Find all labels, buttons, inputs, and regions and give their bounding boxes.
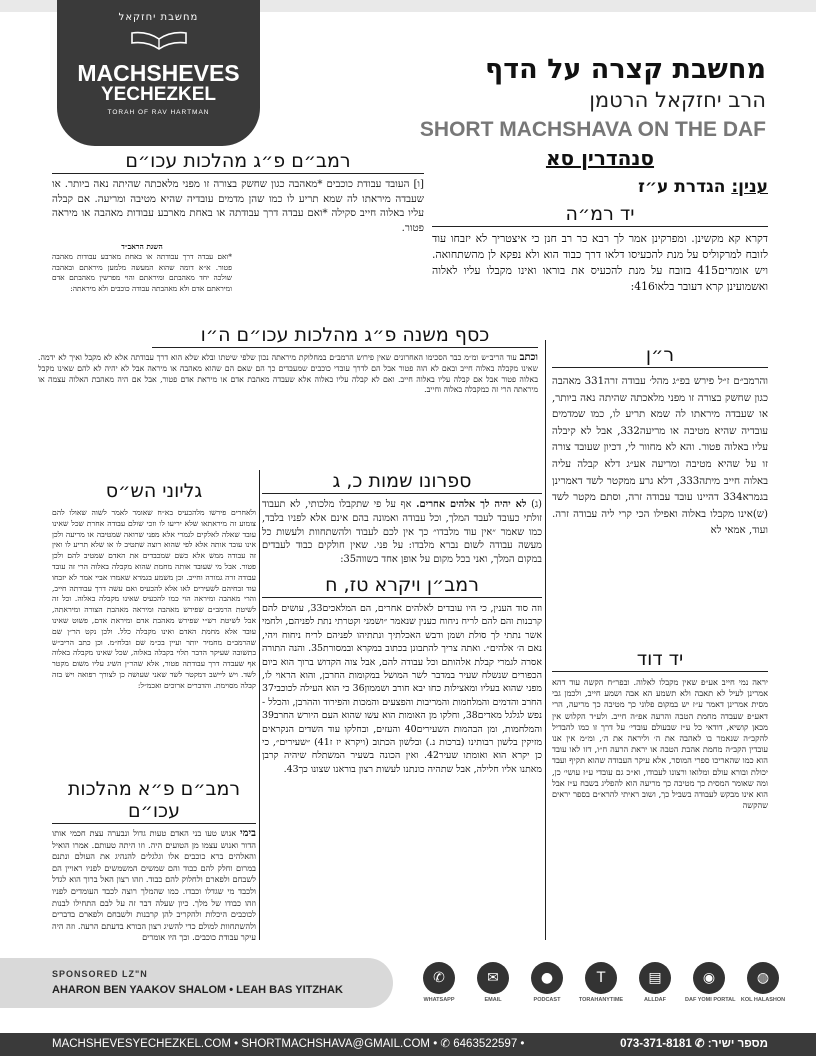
daf-block [432,146,768,295]
inyan-value: הגדרת ע״ז [638,177,726,197]
whatsapp-icon: ✆ [423,962,455,994]
podcast-icon: ● [531,962,563,994]
column-divider-left [259,470,260,940]
raavad-text: *ואם עבדה דרך עבודתה או באחת מארבע עבודות מאהבה פטור. א״א דומה שהוא המעשה מלמען מיראתם ובאהבה שולכה יחד מאהבתם ומיראתם והוי מפרשין מאהבתם אדם ומיראתם אדם ולא מאהבתה עבודה כוכבים ולא מיראתה: [52,252,232,293]
inyan-label: ענין: [731,177,768,197]
sforno-heading: ספרונו שמות כ, ג [262,470,542,494]
kolhalashon-icon: ◍ [747,962,779,994]
icon-label: DAF YOMI PORTAL [685,997,736,1003]
alldaf-link[interactable] [631,962,679,1010]
dafyomi-portal-icon: ◉ [693,962,725,994]
gilyonei-heading: גליוני הש״ס [105,480,203,502]
logo [57,0,260,146]
footer-bar [0,1033,816,1056]
sforno-text [262,498,542,576]
rambam-1-1-heading: רמב״ם פ״א מהלכות עכו״ם [52,778,256,824]
rambam-1-1-body: אנוש טעו בני האדם טעות גדול ונבערה עצת חכמי אותו הדור ואנוש עצמו מן הטועים היה. וזו היתה טעותם. אמרו הואיל והאלהים ברא כוכבים אלו וגלגלים להנהיג את העולם ונתנם במרום וחלק להם כבוד והם שמשים המשמשים לפניו ראויין הם לשבחם ולפארם ולחלוק להם כבוד. וזהו רצון האל ברוך הוא לגדל ולכבד מי שגדלו וכבדו. כמו שהמלך רוצה לכבד העומדים לפניו וזהו כבודו של מלך. כיון שעלה דבר זה על לבם התחילו לבנות לכוכבים היכלות ולהקריב להן קרבנות ולשבחם ולפארם בדברים ולהשתחוות למולם כדי להשיג רצון הבורא בדעתם הרעה. וזה היה עיקר עבודת כוכבים. וכך היו אומרים [52,828,256,943]
contact-icons [415,962,787,1010]
footer-contact[interactable]: MACHSHEVESYECHEZKEL.COM • SHORTMACHSHAVA@GMAIL.COM • ✆ 6463522597 • [52,1038,525,1050]
alldaf-icon: ▤ [639,962,671,994]
ran-block [552,344,768,609]
sponsor-label: SPONSORED LZ"N [52,969,148,979]
inyan-line [432,177,768,197]
raavad-title: השגת הראב״ד [121,242,163,251]
yad-rama-text: דקרא קא מקשינן. ומפרקינן אמר לך רבא כר רב חנן כי איצטריך לא יזבחו עוד לזובח למרקוליס על מנת להכעיסו דלאו דרך כבוד הוא ולא נפקא לן מהשתחואה. ויש אומרים415 בזובח על מנת להכעיס את בוראו ואינו מקבלו עליו לאלוה ואשמועינן קרא דעובר בלאו416: [432,232,768,293]
yad-david-heading: יד דוד [552,648,768,672]
logo-hebrew: מחשבת יחזקאל [118,12,199,23]
kesef-mishne-lead: וכתב [519,353,538,363]
email-link[interactable] [469,962,517,1010]
rambam-1-1-lead: בימי [240,828,256,839]
icon-label: ALLDAF [644,997,666,1003]
icon-label: PODCAST [533,997,561,1003]
rambam-3-6-text: [ו] העובד עבודת כוכבים *מאהבה כגון שחשק בצורה זו מפני מלאכתה שהיתה נאה ביותר. או שעבדה מיראתו לה שמא תריע לו כמו שהן מדמים עובדיה שהיא מטיבה ומריעה. אם קבלה עליו באלוה חייב סקילה *ואם עבדה דרך עבודתה או באחת מארבע עבודות מאהבה או מיראה פטור. [52,179,424,234]
open-book-icon [129,29,189,51]
yad-david-block [552,648,768,937]
kolhalashon-link[interactable] [739,962,787,1010]
whatsapp-link[interactable] [415,962,463,1010]
daf-heading: סנהדרין סא [545,146,655,170]
yad-david-text: יראה נמי חייב אע״פ שאין מקבלו לאלוה. ובפר״ח הקשה עוד דהא אמרינן לעיל לא תאבה ולא תשמע הא אבה ושמע חייב, ולכמן גבי מסית אמרינן דאמר ע״ז יש במקום פלוני כך מטיבה כך מריעה, הרי דאע״פ שעבדה מחמת הטבה והרעה אפ״ה חייב. ולע״ד הקלוש אין מכאן קושיא, דודאי כל ע״ז שבעולם עובדי׳ על דרך זו כמו להבדיל להקב״ה שנאמר בו לאהבה את ה׳ וליראה את ה׳, ומ״מ אין אנו עובדין הקב״ה מחמת אהבת הטבה או יראת הרעה ח״ו, דזו לאו עובד הוא כמו שהאריכו ספרי המוסר, אלא עיקר העבודה שהוא תקיף ועבד יכולת ובורא עולם ומלואו ורצונו לעבודו, וא״כ גם עובדי ע״ז עושי׳ כן, ומה שאומר המסית כך מטיבה כך מריעה הוא להפליג בשבח ע״ז אבל הוא אינו מבקש לעבודה בשביל כך, ושוב ראיתי להרא״ם בספר יראים שהקשה [552,677,768,811]
kesef-mishne-heading: כסף משנה פ״ג מהלכות עכו״ם ה״ו [152,324,538,348]
sforno-block [262,470,542,576]
icon-label: TORAHANYTIME [578,997,624,1003]
icon-label: KOL HALASHON [740,997,786,1003]
gilyonei-block [52,480,256,790]
yad-rama-heading: יד רמ״ה [432,203,768,227]
logo-title-2: YECHEZKEL [100,84,217,105]
rambam-3-6-heading: רמב״ם פ״ג מהלכות עכו״ם [52,150,424,174]
kesef-mishne-text [38,353,538,465]
sforno-marker: (ג) [531,499,542,510]
torahanytime-icon: T [585,962,617,994]
kesef-mishne-body: עוד הריב״ש ומ״מ כבר הסכימו האחרונים שאין פירוש הרמב״ם במחלוקת מיראתה נכון שלפי שיטתו ובלא שלא הוא דרך עבודתה אלא לא מקבל ואיך לא ידמה. שאינו מקבלה באלוה חייב ובאם לא הוה פטור אבל הם לדרך עובדי כוכבים שמעבדים כך הם שאם הם שהוא מאהבה או מיראה אבל לא יהיה לא להם שאינו מקבל באלוה פטור אבל אם קבלה עליו באלוה חייב. ואם לא קבלה עליו באלוה אלא שעבדה מאהבת אדם או מיראת אדם פטור, אבל אם היה מאהבת האלוה עצמה או מיראתה הרי זה כמקבלה באלוה וחייב. [38,353,538,395]
sforno-lead: לא יהיה לך אלהים אחרים. [416,499,527,510]
ran-text: והרמב״ם ז״ל פירש בפ״ג מהל׳ עבודה זרה331 מאהבה כגון שחשק בצורה זו מפני מלאכתה שהיתה נאה ביותר, או שעבדה מיראתו לה שמא תריע לו, כמו שמדמים עובדיה שהיא מטיבה או מריעה332, אבל לא קיבלה עליו באלוה פטור. והא לא מחוור לי, דכיון שעובד צורה זו על שהיא מטיבה ומריעה אע״ג דלא קבלה עליה באלוה חייב מיתה333, דלא גרע ממקטר לשד דאמרינן בגמרא334 דהיינו עובד עבודה זרה, וסתם מקטר לשד (ש)אינו מקבלו באלוה ואפילו הכי קרי ליה עבודה זרה. ועוד, אמאי לא [552,376,768,537]
ramban-block [262,574,542,924]
ramban-heading: רמב״ן ויקרא טז, ח [262,574,542,598]
logo-tagline: TORAH OF RAV HARTMAN [107,109,210,116]
kesef-mishne-block [38,324,538,465]
ramban-text: וזה סוד הענין, כי היו עובדים לאלהים אחרים, הם המלאכים33, עושים להם קרבנות והם להם לריח ניחוח כענין שנאמר ״ושמני וקטרתי נתת לפניהם, ולחמי אשר נתתי לך סולת ושמן ודבש האכלתיך ונתתיהו לפניהם לריח ניחוח ויהי, נאם ה׳ אלהים״. ואתה צריך להתבונן בכתוב במקרא ובמסורת35. והנה התורה אסרה לגמרי קבלת אלהותם וכל עבודה להם, אבל צוה הקדוש ברוך הוא ביום הכפורים שנשלח שעיר במדבר לשר המושל במקומות החרבן, והוא הראוי לו, מפני שהוא בעליו ומאצילות כחו יבא חורב ושממון36 כי הוא העילה לכוכבי37 החרב והדמים והמלחמות והמריבות והפצעים והמכות והפירוד וההרבן, והכלל - נפש לגלגל מאדים38, וחלקו מן האומות הוא עשו שהוא העם היורש החרב39 והמלחמות, ומן הבהמות השעירים40 והעזים, ובחלקו עוד השדים הנקראים מזיקין בלשון רבותינו (ברכות נ.) ובלשון הכתוב (ויקרא יז ז41) ״שעירים״, כי כן יקרא הוא ואומתו שעיר42. ואין הכונה בשעיר המשתלח שיהיה קרבן מאתנו אליו חלילה, אבל שתהיה כונתנו לעשות רצון בוראנו שצונו כך43. [262,603,542,775]
podcast-link[interactable] [523,962,571,1010]
ran-heading: ר״ן [552,344,768,368]
gilyonei-text: ולאחרים פירשו מלהכעיס בא״ח שאומר לאמר לשוה שאולו להם צומוע זה מיראתאו שלא יריעו לו וזכי שולם עבודה אחרת שכל שאינו עובד שאלה לאלקים לגמרי אלא מפני שרואה שמטיבה או מריעה ולכן אינו עובד אותה אלא לפי שהוא רוצה שתטיב לו או שלא תריע לו ואין זה עבודה ממש אלא כשם שמכבדים את האדם שמטיב להם ולכן פטור. אבל מי שעובד אותה מחמת שהוא מקבלה באלוה הרי זה עובד עבודה זרה גמורה וחייב. וכן משמע בגמרא שאמרו אביי אמר לא יזבחו עוד זבחיהם לשעירים לאו אלא להכעיס ואם עשה דרך עבודתה חייב, והרי מאהבה ומיראה הוי כמו להכעיס שאינו מקבלה באלוה. וכל זה לשיטת הרמב״ם שפירש מאהבה ומיראה מאהבת הצורה ומיראתה, אבל לשיטת רש״י שפירש מאהבת אדם ומיראת אדם, פשוט שאינו עובד אלא מחמת האדם ואינו מקבלה כלל. ולכן נקט הר״ן שם שהרמב״ם מחמיר יותר ועיין בכ״מ שם ובלח״מ. וכן כתב הריב״ש בתשובה שעיקר הדבר תלוי בקבלה באלוה, שכל שאינו מקבלה באלוה אף שעבדה דרך עבודתה פטור, אלא שהר״ן השיג עליו משום מקטר לשד. ויש ליישב דמקטר לשד שאני שעושה כן לצורך רפואה ויש בזה קבלה מסוימת. והדברים ארוכים ואכמ״ל: [52,508,256,690]
dafyomi-portal-link[interactable] [685,962,736,1010]
column-divider [545,340,546,940]
page-title: מחשבת קצרה על הדף [485,54,766,85]
sponsor-names: AHARON BEN YAAKOV SHALOM • LEAH BAS YITZHAK [52,984,343,996]
rav-name: הרב יחזקאל הרטמן [589,88,766,112]
rambam-3-6-block [52,150,424,293]
footer-phone[interactable]: מספר ישיר: ✆ 073-371-8181 [620,1038,768,1050]
email-icon: ✉ [477,962,509,994]
icon-label: WHATSAPP [423,997,455,1003]
icon-label: EMAIL [484,997,502,1003]
sforno-body: אף על פי שתקבלו מלכותי, לא תעבוד זולתי כעובד לעבד המלך, וכל עבודה ואמונה בהם אינם אלא לפניו בלבד, כמו שאמר ״אין עוד מלבדו״ כך אין לכם לעבוד ולהשתחוות ולעשות כל מעשה עבודה לשום נברא מלבדו: על פני. שאין חולקים כבוד לעבדים במקום המלך, ואני בכל מקום על אופן אחד בשווה35: [262,499,542,566]
logo-title-1: MACHSHEVES [77,60,240,86]
sponsor-bar [0,958,393,1008]
english-title: SHORT MACHSHAVA ON THE DAF [419,118,766,141]
raavad-note [52,242,232,296]
torahanytime-link[interactable] [577,962,625,1010]
